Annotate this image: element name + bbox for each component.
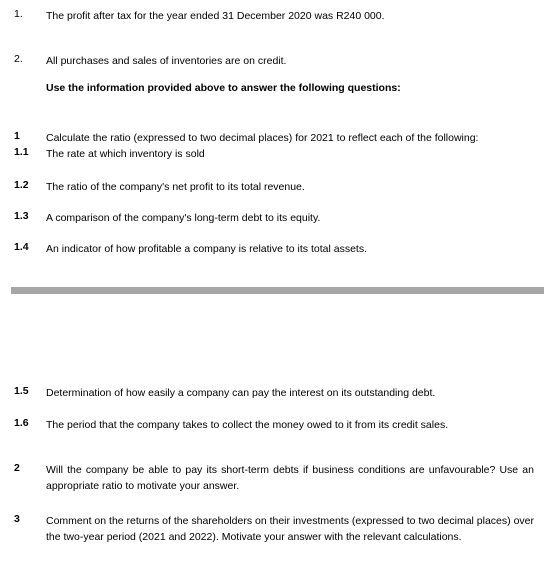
- question-text: Comment on the returns of the shareholders on their investments (expressed to two decimal places) over the two-year period (2021 and 2022). Motivate your answer with the relevant calculations.: [46, 515, 534, 543]
- question-number: 1.4: [14, 241, 29, 253]
- question-number: 2: [14, 462, 20, 474]
- question-number: 1.6: [14, 417, 29, 429]
- item-text: The profit after tax for the year ended 31 December 2020 was R240 000.: [46, 10, 385, 22]
- instruction-text: Use the information provided above to answer the following questions:: [46, 82, 401, 94]
- question-number: 3: [14, 513, 20, 525]
- question-number: 1: [14, 130, 20, 142]
- question-text: Determination of how easily a company can pay the interest on its outstanding debt.: [46, 387, 436, 399]
- question-number: 1.2: [14, 179, 29, 191]
- question-number: 1.3: [14, 210, 29, 222]
- item-number: 2.: [14, 53, 23, 65]
- question-number: 1.1: [14, 146, 29, 158]
- item-text: All purchases and sales of inventories are on credit.: [46, 55, 287, 67]
- question-text: Calculate the ratio (expressed to two decimal places) for 2021 to reflect each of the following:: [46, 132, 479, 144]
- question-text: A comparison of the company's long-term debt to its equity.: [46, 212, 321, 224]
- question-text: The period that the company takes to collect the money owed to it from its credit sales.: [46, 419, 449, 431]
- item-number: 1.: [14, 8, 23, 20]
- question-text: An indicator of how profitable a company is relative to its total assets.: [46, 243, 367, 255]
- question-text: Will the company be able to pay its short-term debts if business conditions are unfavourable? Use an appropriate ratio to motivate your answer.: [46, 464, 534, 492]
- question-text: The ratio of the company's net profit to its total revenue.: [46, 181, 305, 193]
- question-text: The rate at which inventory is sold: [46, 148, 205, 160]
- section-divider: [11, 287, 544, 294]
- question-number: 1.5: [14, 385, 29, 397]
